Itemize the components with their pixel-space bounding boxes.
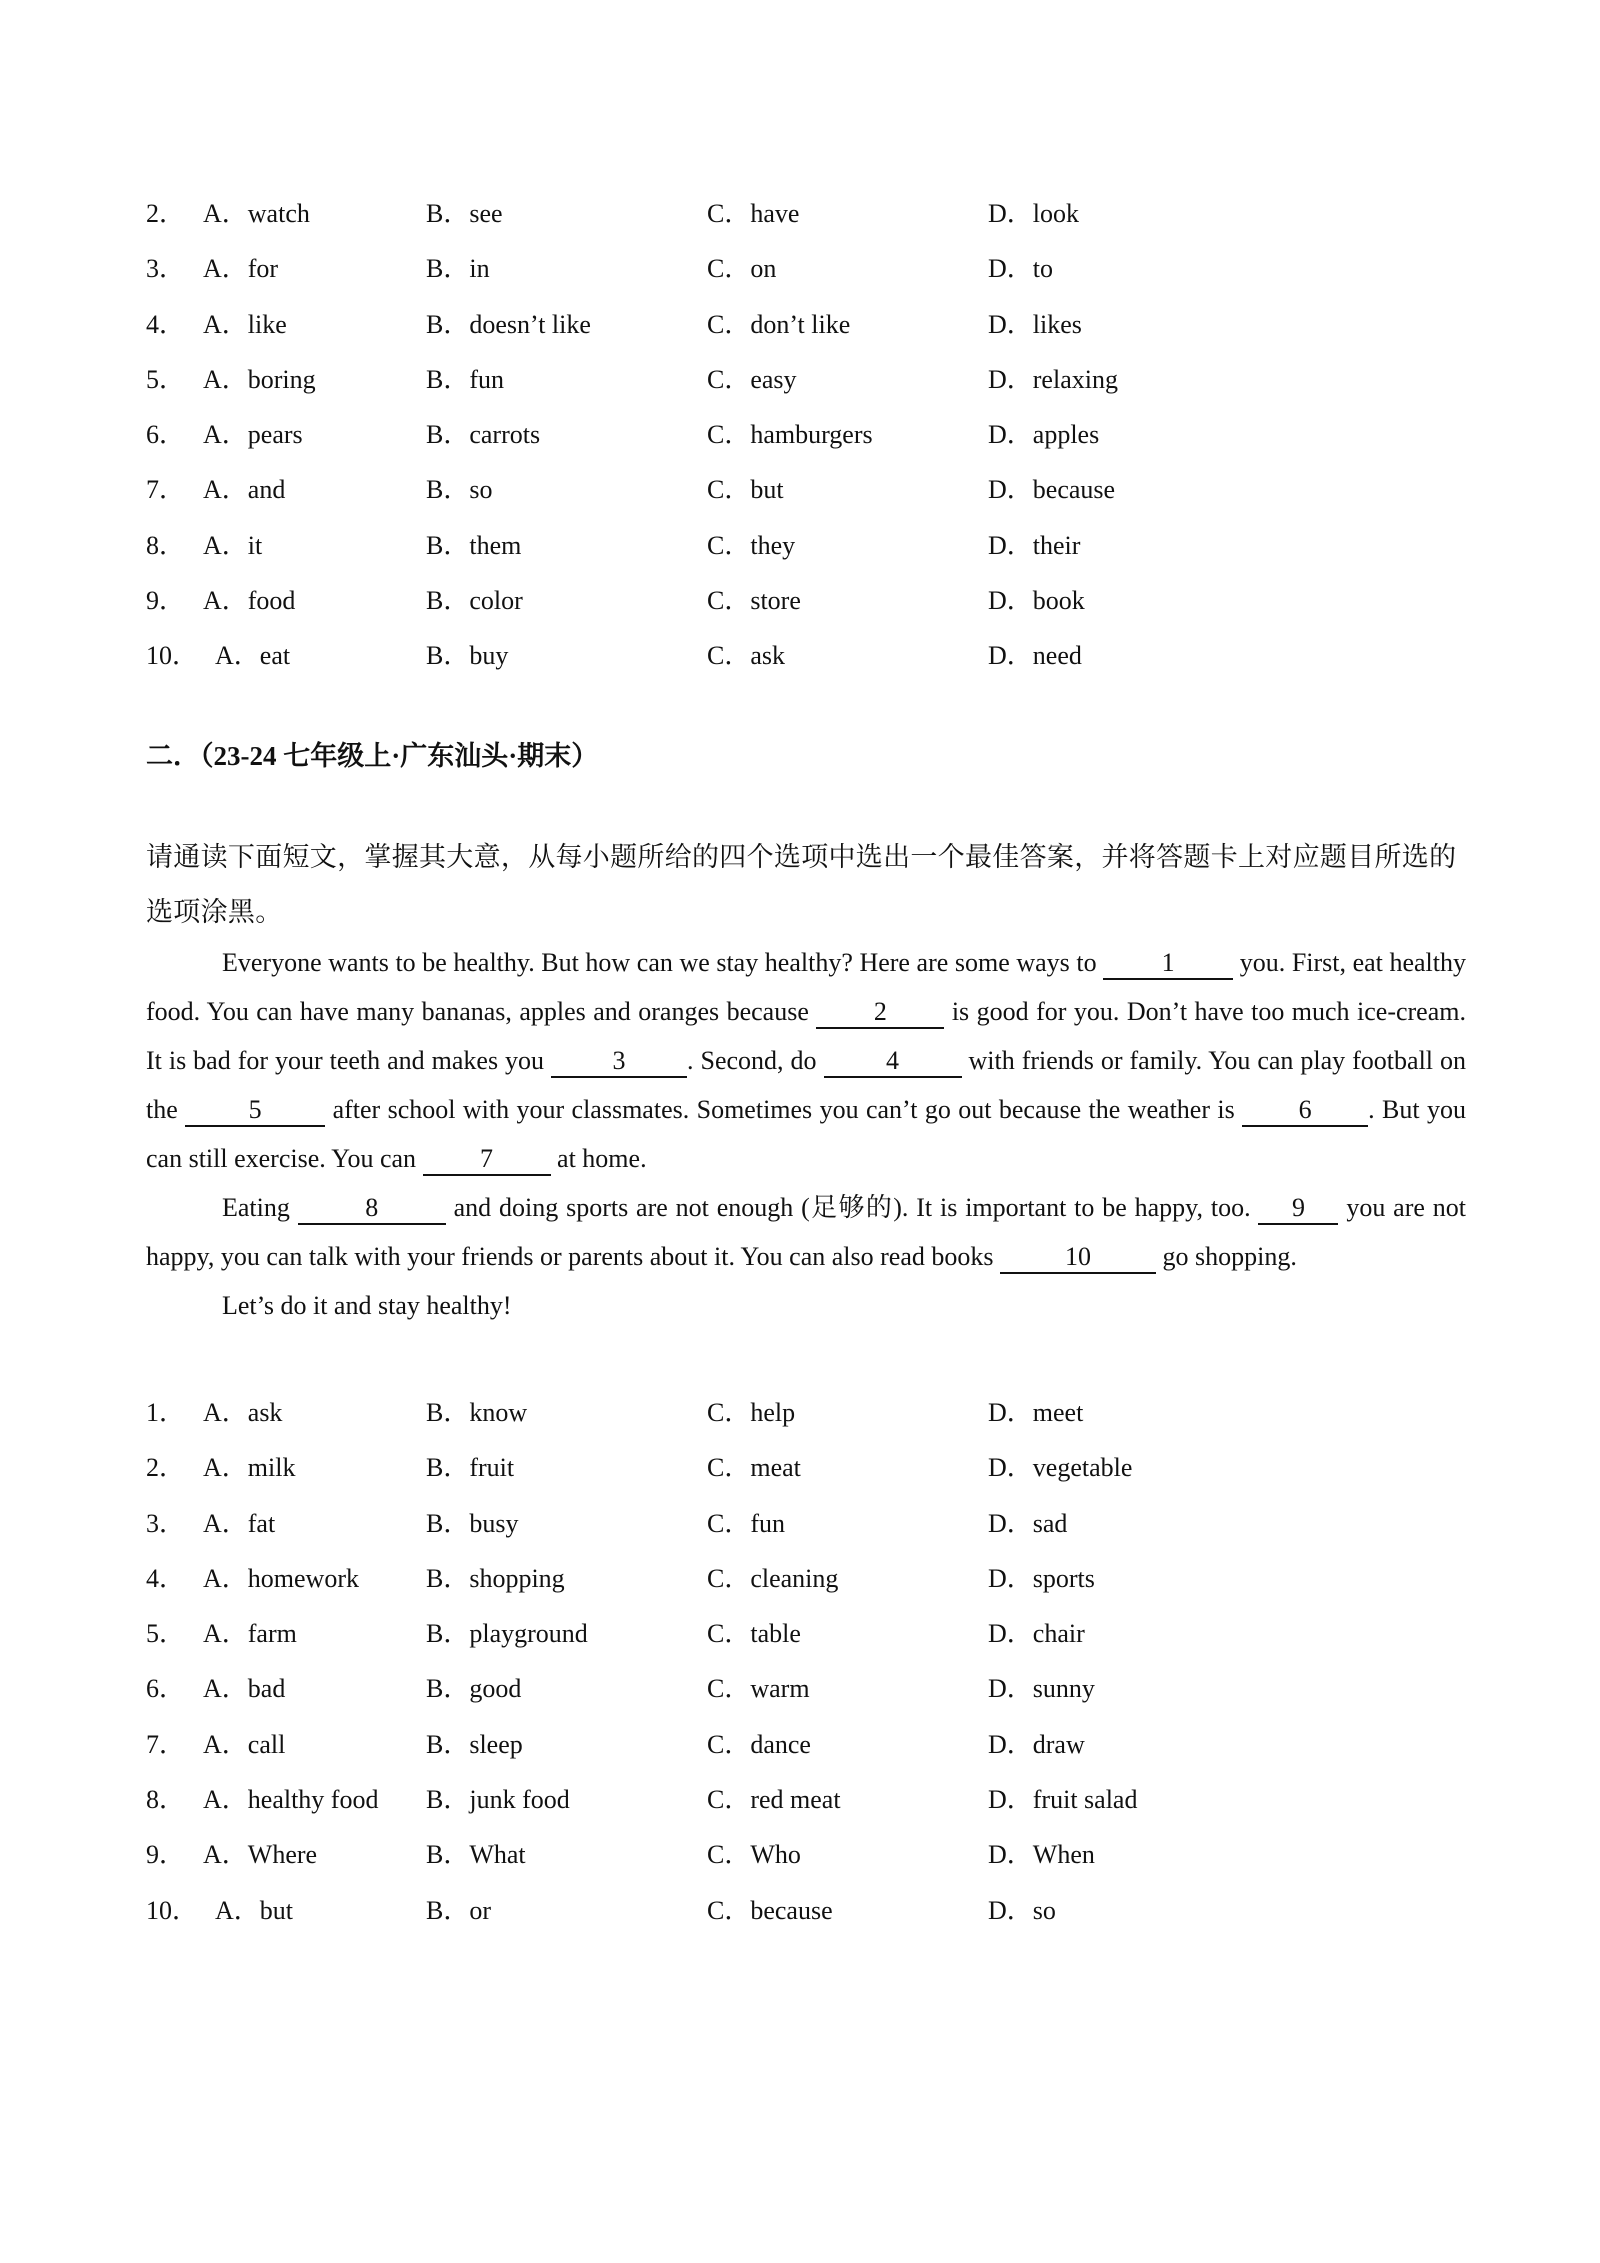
option-c: C．easy [707, 364, 797, 394]
option-a: A．milk [203, 1453, 296, 1483]
option-b: B．them [426, 530, 522, 560]
question-options-row [146, 634, 1466, 689]
option-d: D．sports [988, 1563, 1095, 1593]
option-c: C．cleaning [707, 1563, 839, 1593]
option-c: C．help [707, 1398, 796, 1427]
option-b: B．What [426, 1840, 526, 1870]
question-number: 6． [146, 420, 186, 450]
option-c: C．Who [707, 1840, 801, 1870]
passage-text: with friends or family. You can play football on the [146, 1046, 1466, 1124]
option-a: A．eat [215, 641, 291, 671]
option-c: C．they [707, 530, 796, 560]
question-number: 8． [146, 530, 186, 560]
passage-text: and doing sports are not enough (足够的). It is important to be happy, too. [445, 1193, 1259, 1222]
option-a: A．call [203, 1729, 286, 1759]
option-c: C．hamburgers [707, 420, 873, 450]
question-options-row [146, 1557, 1466, 1612]
question-number: 3． [146, 1508, 186, 1538]
question-options-row [146, 192, 1466, 247]
answer-blank: 10 [1000, 1242, 1156, 1274]
option-a: A．farm [203, 1619, 297, 1649]
option-d: D．When [988, 1840, 1095, 1870]
answer-blank: 8 [298, 1193, 446, 1225]
option-c: C．store [707, 586, 801, 616]
cloze-passage [146, 938, 1466, 1330]
question-options-row [146, 468, 1466, 523]
option-b: B．busy [426, 1508, 519, 1538]
question-number: 9． [146, 1840, 186, 1870]
options-list-section-2 [146, 1391, 1466, 1944]
option-c: C．table [707, 1619, 801, 1649]
question-number: 5． [146, 1619, 186, 1649]
option-a: A．it [203, 530, 263, 560]
section-title: 二．（23-24 七年级上·广东汕头·期末） [146, 741, 599, 771]
question-options-row [146, 1391, 1466, 1446]
option-d: D．fruit salad [988, 1785, 1138, 1815]
option-b: B．shopping [426, 1563, 565, 1593]
option-c: C．because [707, 1895, 833, 1925]
option-d: D．relaxing [988, 364, 1118, 394]
option-d: D．to [988, 254, 1054, 284]
option-b: B．see [426, 199, 503, 228]
option-c: C．meat [707, 1453, 801, 1483]
option-d: D．sad [988, 1508, 1068, 1538]
option-d: D．vegetable [988, 1453, 1133, 1483]
passage-text: Everyone wants to be healthy. But how can we stay healthy? Here are some ways to [222, 948, 1104, 977]
question-options-row [146, 358, 1466, 413]
option-d: D．book [988, 586, 1085, 616]
passage-text: after school with your classmates. Sometimes you can’t go out because the weather is [325, 1095, 1243, 1124]
question-options-row [146, 1446, 1466, 1501]
answer-blank: 9 [1258, 1193, 1338, 1225]
answer-blank: 3 [551, 1046, 687, 1078]
question-options-row [146, 247, 1466, 302]
option-d: D．so [988, 1895, 1056, 1925]
option-a: A．ask [203, 1398, 283, 1427]
option-b: B．carrots [426, 420, 541, 450]
question-number: 8． [146, 1785, 186, 1815]
question-number: 2． [146, 1453, 186, 1483]
option-a: A．like [203, 309, 287, 339]
answer-blank: 7 [423, 1144, 551, 1176]
option-a: A．Where [203, 1840, 318, 1870]
option-b: B．fruit [426, 1453, 515, 1483]
answer-blank: 5 [185, 1095, 325, 1127]
option-c: C．fun [707, 1508, 786, 1538]
passage-text: at home. [550, 1144, 647, 1173]
option-d: D．sunny [988, 1674, 1095, 1704]
question-options-row [146, 579, 1466, 634]
option-c: C．dance [707, 1729, 811, 1759]
option-b: B．so [426, 475, 493, 505]
question-options-row [146, 1612, 1466, 1667]
question-options-row [146, 1723, 1466, 1778]
question-number: 9． [146, 586, 186, 616]
option-d: D．draw [988, 1729, 1085, 1759]
option-a: A．and [203, 475, 286, 505]
option-a: A．but [215, 1895, 294, 1925]
option-b: B．in [426, 254, 490, 284]
answer-blank: 2 [816, 997, 944, 1029]
question-options-row [146, 303, 1466, 358]
option-c: C．don’t like [707, 309, 851, 339]
option-b: B．buy [426, 641, 509, 671]
option-d: D．chair [988, 1619, 1085, 1649]
answer-blank: 1 [1103, 948, 1233, 980]
option-b: B．doesn’t like [426, 309, 591, 339]
option-d: D．need [988, 641, 1082, 671]
question-number: 10． [146, 1895, 199, 1925]
question-options-row [146, 1833, 1466, 1888]
option-c: C．ask [707, 641, 786, 671]
passage-text: . But you can still exercise. You can [146, 1095, 1467, 1173]
option-b: B．know [426, 1398, 528, 1427]
question-options-row [146, 413, 1466, 468]
question-number: 7． [146, 1729, 186, 1759]
option-a: A．food [203, 586, 296, 616]
question-number: 4． [146, 1563, 186, 1593]
option-c: C．red meat [707, 1785, 841, 1815]
option-b: B．sleep [426, 1729, 523, 1759]
section-instruction: 请通读下面短文，掌握其大意，从每小题所给的四个选项中选出一个最佳答案，并将答题卡上对应题目所选的选项涂黑。 [146, 842, 1457, 927]
passage-text: . Second, do [687, 1046, 824, 1075]
option-a: A．pears [203, 420, 303, 450]
option-d: D．look [988, 199, 1080, 228]
options-list-previous-section [146, 192, 1466, 690]
option-c: C．but [707, 475, 784, 505]
option-a: A．fat [203, 1508, 276, 1538]
option-d: D．apples [988, 420, 1100, 450]
question-number: 2． [146, 199, 186, 228]
option-b: B．good [426, 1674, 522, 1704]
question-options-row [146, 1889, 1466, 1944]
question-number: 4． [146, 309, 186, 339]
option-b: B．junk food [426, 1785, 570, 1815]
passage-paragraph [146, 1183, 1466, 1281]
question-number: 5． [146, 364, 186, 394]
question-options-row [146, 1667, 1466, 1722]
question-number: 7． [146, 475, 186, 505]
passage-text: go shopping. [1155, 1242, 1297, 1271]
option-b: B．color [426, 586, 523, 616]
answer-blank: 4 [824, 1046, 962, 1078]
option-a: A．healthy food [203, 1785, 379, 1815]
answer-blank: 6 [1242, 1095, 1368, 1127]
option-a: A．for [203, 254, 279, 284]
option-c: C．on [707, 254, 777, 284]
question-number: 1． [146, 1398, 186, 1427]
option-a: A．watch [203, 199, 310, 228]
passage-text: you are not happy, you can talk with your friends or parents about it. You can also read books [146, 1193, 1466, 1271]
passage-text: Eating [222, 1193, 298, 1222]
passage-paragraph [146, 938, 1466, 1183]
option-d: D．likes [988, 309, 1082, 339]
option-d: D．meet [988, 1398, 1084, 1427]
option-d: D．their [988, 530, 1081, 560]
option-d: D．because [988, 475, 1116, 505]
passage-text: you. First, eat healthy food. You can have many bananas, apples and oranges because [146, 948, 1466, 1026]
option-b: B．playground [426, 1619, 588, 1649]
question-options-row [146, 1778, 1466, 1833]
question-number: 3． [146, 254, 186, 284]
option-c: C．have [707, 199, 800, 228]
passage-paragraph [146, 1281, 1466, 1330]
question-number: 10． [146, 641, 199, 671]
option-a: A．boring [203, 364, 316, 394]
option-a: A．bad [203, 1674, 286, 1704]
option-a: A．homework [203, 1563, 359, 1593]
passage-text: Let’s do it and stay healthy! [222, 1291, 512, 1320]
option-c: C．warm [707, 1674, 810, 1704]
option-b: B．or [426, 1895, 492, 1925]
passage-text: is good for you. Don’t have too much ice-cream. It is bad for your teeth and makes you [146, 997, 1466, 1075]
option-b: B．fun [426, 364, 505, 394]
question-options-row [146, 1502, 1466, 1557]
question-number: 6． [146, 1674, 186, 1704]
question-options-row [146, 524, 1466, 579]
